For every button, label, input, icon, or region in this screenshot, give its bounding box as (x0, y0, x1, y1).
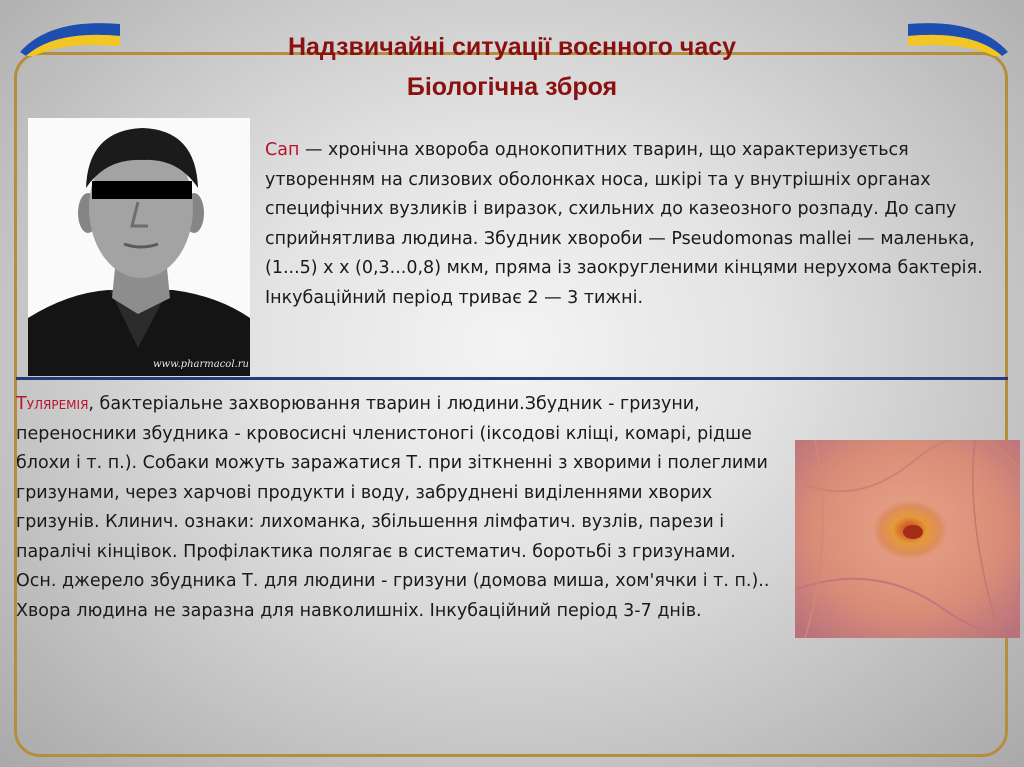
skin-lesion-photo (795, 440, 1020, 638)
tularemia-term: Туляремія (16, 394, 89, 414)
tularemia-text-2: Осн. джерело збудника Т. для людини - гризуни (домова миша, хом'ячки і т. п.).. Хвора людина не заразна для навколишніх. Інкубаційний період 3-7 днів. (16, 571, 770, 621)
tularemia-text: , бактеріальне захворювання тварин і людини.Збудник - гризуни, переносники збудника - кровосисні членистоногі (іксодові кліщі, комарі, рідше блохи і т. п.). Собаки можуть заражатися Т. при зіткненні з хворими і полеглими гризунами, через харчові продукти і воду, забруднені виділеннями хворих гризунів. Клинич. ознаки: лихоманка, збільшення лімфатич. вузлів, парези і паралічі кінцівок. Профілактика полягає в систематич. боротьбі з гризунами. (16, 394, 768, 562)
tularemia-description (16, 390, 791, 626)
ukraine-flag-ribbon-left (20, 16, 120, 56)
glanders-text: — хронічна хвороба однокопитних тварин, що характеризується утворенням на слизових оболонках носа, шкірі та у внутрішніх органах специфічних вузликів і виразок, схильних до казеозного розпаду. До сапу сприйнятлива людина. Збудник хвороби — Pseudomonas mallei — маленька, (1...5) х х (0,3...0,8) мкм, пряма із заокругленими кінцями нерухома бактерія. Інкубаційний період триває 2 — 3 тижні. (265, 140, 983, 308)
patient-photo (28, 118, 250, 376)
ukraine-flag-ribbon-right (908, 16, 1008, 56)
photo-watermark: www.pharmacol.ru (153, 359, 249, 370)
glanders-term: Сап (265, 140, 300, 160)
glanders-description (265, 136, 990, 313)
slide-title: Надзвичайні ситуації воєнного часу (287, 33, 737, 61)
slide-subtitle: Біологічна зброя (406, 73, 618, 101)
section-divider (16, 377, 1008, 380)
